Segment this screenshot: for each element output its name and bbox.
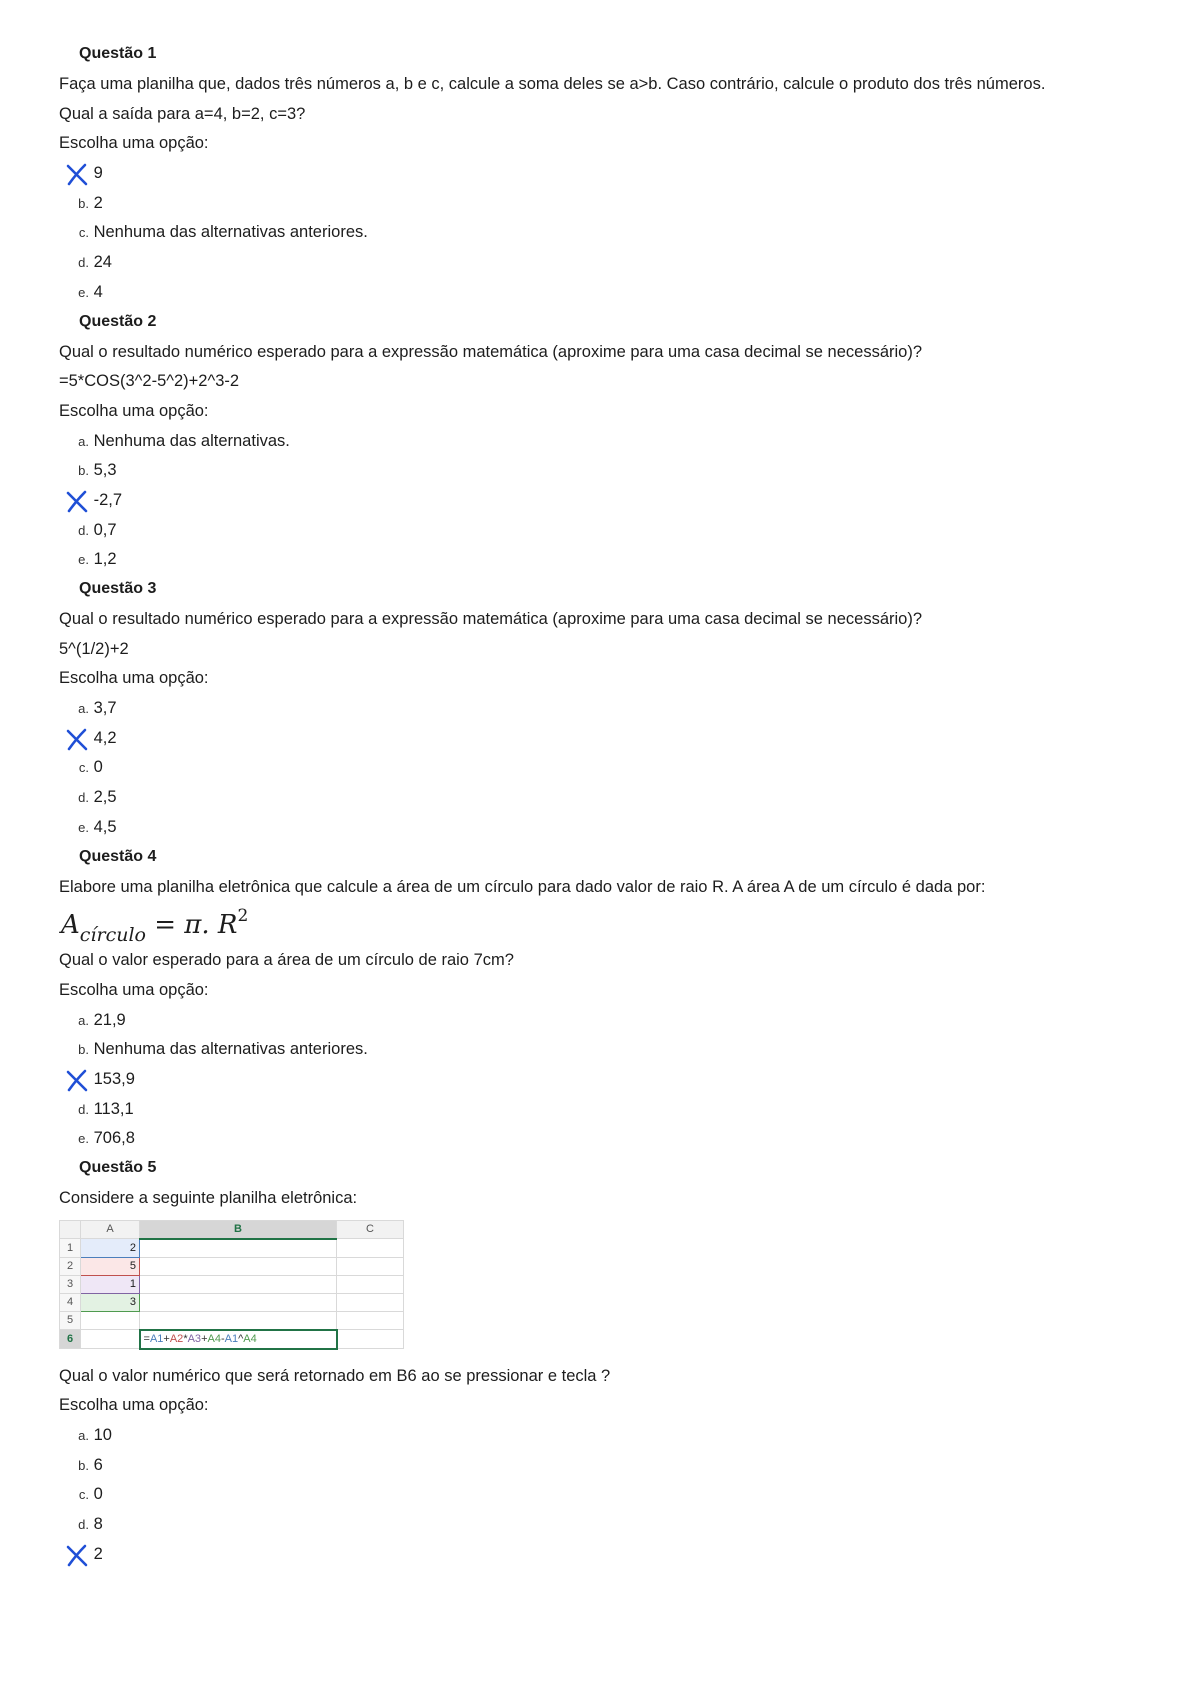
cell-a1: 2 [81, 1239, 140, 1258]
cell-b5 [140, 1311, 337, 1330]
question-text: Qual a saída para a=4, b=2, c=3? [59, 104, 306, 123]
option-q3-4[interactable] [59, 813, 1159, 843]
option-value: Nenhuma das alternativas anteriores. [93, 1040, 368, 1059]
question-1 [59, 40, 1159, 308]
question-title: Questão 5 [79, 1159, 157, 1176]
option-value: Nenhuma das alternativas. [93, 431, 290, 450]
handwritten-x-mark-icon [65, 727, 89, 751]
choose-label: Escolha uma opção: [59, 669, 209, 688]
option-value: 6 [93, 1455, 103, 1474]
handwritten-x-mark-icon [65, 489, 89, 513]
cell-c5 [337, 1311, 404, 1330]
option-value: Nenhuma das alternativas anteriores. [93, 223, 368, 242]
question-3 [59, 575, 1159, 843]
question-text: Elabore uma planilha eletrônica que calcule a área de um círculo para dado valor de raio R. A área A de um círculo é dada por: [59, 877, 986, 896]
option-value: 5,3 [93, 461, 117, 480]
option-value: 4,5 [93, 817, 117, 836]
option-letter: d. [78, 255, 89, 271]
choose-label: Escolha uma opção: [59, 134, 209, 153]
option-q4-1[interactable] [59, 1035, 1159, 1065]
question-2 [59, 308, 1159, 576]
handwritten-x-mark-icon [65, 162, 89, 186]
option-q5-3[interactable] [59, 1510, 1159, 1540]
option-value: 153,9 [93, 1069, 135, 1088]
handwritten-x-mark-icon [65, 1068, 89, 1092]
question-text: Qual o resultado numérico esperado para a expressão matemática (aproxime para uma casa decimal se necessário)? [59, 610, 923, 628]
option-value: 113,1 [93, 1099, 134, 1118]
option-letter: e. [78, 552, 89, 568]
option-letter: b. [78, 195, 89, 211]
column-header-b: B [140, 1220, 337, 1239]
option-q1-3[interactable] [59, 248, 1159, 278]
option-q2-0[interactable] [59, 427, 1159, 457]
option-value: 2,5 [93, 788, 117, 807]
cell-b2 [140, 1257, 337, 1275]
option-letter: d. [78, 1517, 89, 1533]
option-letter: e. [78, 1131, 89, 1147]
option-letter: a. [78, 701, 89, 717]
option-value: 3,7 [93, 699, 117, 718]
cell-a3: 1 [81, 1275, 140, 1293]
question-title: Questão 4 [79, 847, 157, 865]
option-q2-1[interactable] [59, 456, 1159, 486]
cell-a4: 3 [81, 1293, 140, 1311]
cell-b3 [140, 1275, 337, 1293]
row-header: 2 [60, 1257, 81, 1275]
choose-label: Escolha uma opção: [59, 980, 209, 999]
option-value: 706,8 [93, 1129, 135, 1148]
option-letter: a. [78, 1012, 89, 1028]
option-q5-2[interactable] [59, 1480, 1159, 1510]
option-q1-4[interactable] [59, 278, 1159, 308]
option-value: 1,2 [93, 550, 117, 569]
option-q5-1[interactable] [59, 1451, 1159, 1481]
row-header: 3 [60, 1275, 81, 1293]
option-value: -2,7 [93, 490, 123, 509]
option-q4-3[interactable] [59, 1095, 1159, 1125]
question-title: Questão 3 [79, 580, 157, 597]
row-header: 5 [60, 1311, 81, 1330]
options-list [59, 694, 1159, 842]
option-q2-4[interactable] [59, 545, 1159, 575]
question-text: Qual o resultado numérico esperado para a expressão matemática (aproxime para uma casa decimal se necessário)? [59, 342, 923, 361]
options-list [59, 1421, 1159, 1569]
option-q1-1[interactable] [59, 189, 1159, 219]
option-q2-2[interactable] [59, 486, 1159, 516]
option-q1-0[interactable] [59, 159, 1159, 189]
option-q3-0[interactable] [59, 694, 1159, 724]
question-5 [59, 1154, 1159, 1570]
cell-b1 [140, 1239, 337, 1258]
expression: 5^(1/2)+2 [59, 639, 129, 658]
option-value: 10 [93, 1426, 112, 1445]
choose-label: Escolha uma opção: [59, 1396, 209, 1415]
cell-b6-formula: =A1+A2*A3+A4-A1^A4 [140, 1330, 337, 1349]
cell-c4 [337, 1293, 404, 1311]
option-value: 24 [93, 253, 112, 272]
cell-a6 [81, 1330, 140, 1349]
option-letter: b. [78, 1457, 89, 1473]
option-letter: b. [78, 1042, 89, 1058]
row-header: 1 [60, 1239, 81, 1258]
cell-a5 [81, 1311, 140, 1330]
row-header: 6 [60, 1330, 81, 1349]
option-value: 0,7 [93, 520, 117, 539]
option-q4-4[interactable] [59, 1124, 1159, 1154]
option-letter: d. [78, 790, 89, 806]
option-letter: e. [78, 819, 89, 835]
option-letter: a. [78, 433, 89, 449]
option-value: 9 [93, 164, 103, 183]
options-list [59, 159, 1159, 307]
option-q4-2[interactable] [59, 1065, 1159, 1095]
question-title: Questão 2 [79, 312, 157, 330]
option-value: 21,9 [93, 1010, 126, 1029]
question-text: Considere a seguinte planilha eletrônica: [59, 1189, 358, 1207]
option-value: 0 [93, 758, 103, 777]
area-formula: $A_{círculo} = \pi$. $R^2$ [61, 906, 249, 947]
option-letter: c. [78, 1487, 89, 1503]
spreadsheet-image [59, 1220, 404, 1356]
option-letter: d. [78, 1101, 89, 1117]
question-text: Qual o valor numérico que será retornado em B6 ao se pressionar e tecla ? [59, 1366, 611, 1385]
question-text: Qual o valor esperado para a área de um círculo de raio 7cm? [59, 951, 514, 970]
cell-c1 [337, 1239, 404, 1258]
choose-label: Escolha uma opção: [59, 401, 209, 420]
option-q3-1[interactable] [59, 724, 1159, 754]
option-q5-0[interactable] [59, 1421, 1159, 1451]
option-value: 4 [93, 282, 103, 301]
expression: =5*COS(3^2-5^2)+2^3-2 [59, 372, 240, 391]
corner-cell [60, 1220, 81, 1239]
option-q4-0[interactable] [59, 1006, 1159, 1036]
option-q5-4[interactable] [59, 1540, 1159, 1570]
option-letter: d. [78, 522, 89, 538]
cell-b4 [140, 1293, 337, 1311]
option-value: 2 [93, 193, 103, 212]
column-header-a: A [81, 1220, 140, 1239]
cell-a2: 5 [81, 1257, 140, 1275]
row-header: 4 [60, 1293, 81, 1311]
options-list [59, 1006, 1159, 1154]
question-title: Questão 1 [79, 45, 157, 62]
option-value: 2 [93, 1544, 103, 1563]
option-letter: a. [78, 1428, 89, 1444]
handwritten-x-mark-icon [65, 1543, 89, 1567]
options-list [59, 427, 1159, 575]
option-value: 4,2 [93, 728, 117, 747]
cell-c3 [337, 1275, 404, 1293]
option-letter: c. [78, 760, 89, 776]
option-letter: c. [78, 225, 89, 241]
option-letter: b. [78, 463, 89, 479]
option-q3-2[interactable] [59, 753, 1159, 783]
option-value: 8 [93, 1515, 103, 1534]
quiz-page [59, 40, 1159, 1570]
cell-c2 [337, 1257, 404, 1275]
option-value: 0 [93, 1485, 103, 1504]
column-header-c: C [337, 1220, 404, 1239]
cell-c6 [337, 1330, 404, 1349]
option-q2-3[interactable] [59, 516, 1159, 546]
question-4 [59, 843, 1159, 1155]
option-q1-2[interactable] [59, 218, 1159, 248]
option-q3-3[interactable] [59, 783, 1159, 813]
question-text: Faça uma planilha que, dados três números a, b e c, calcule a soma deles se a>b. Caso contrário, calcule o produto dos três números. [59, 75, 1046, 93]
option-letter: e. [78, 284, 89, 300]
